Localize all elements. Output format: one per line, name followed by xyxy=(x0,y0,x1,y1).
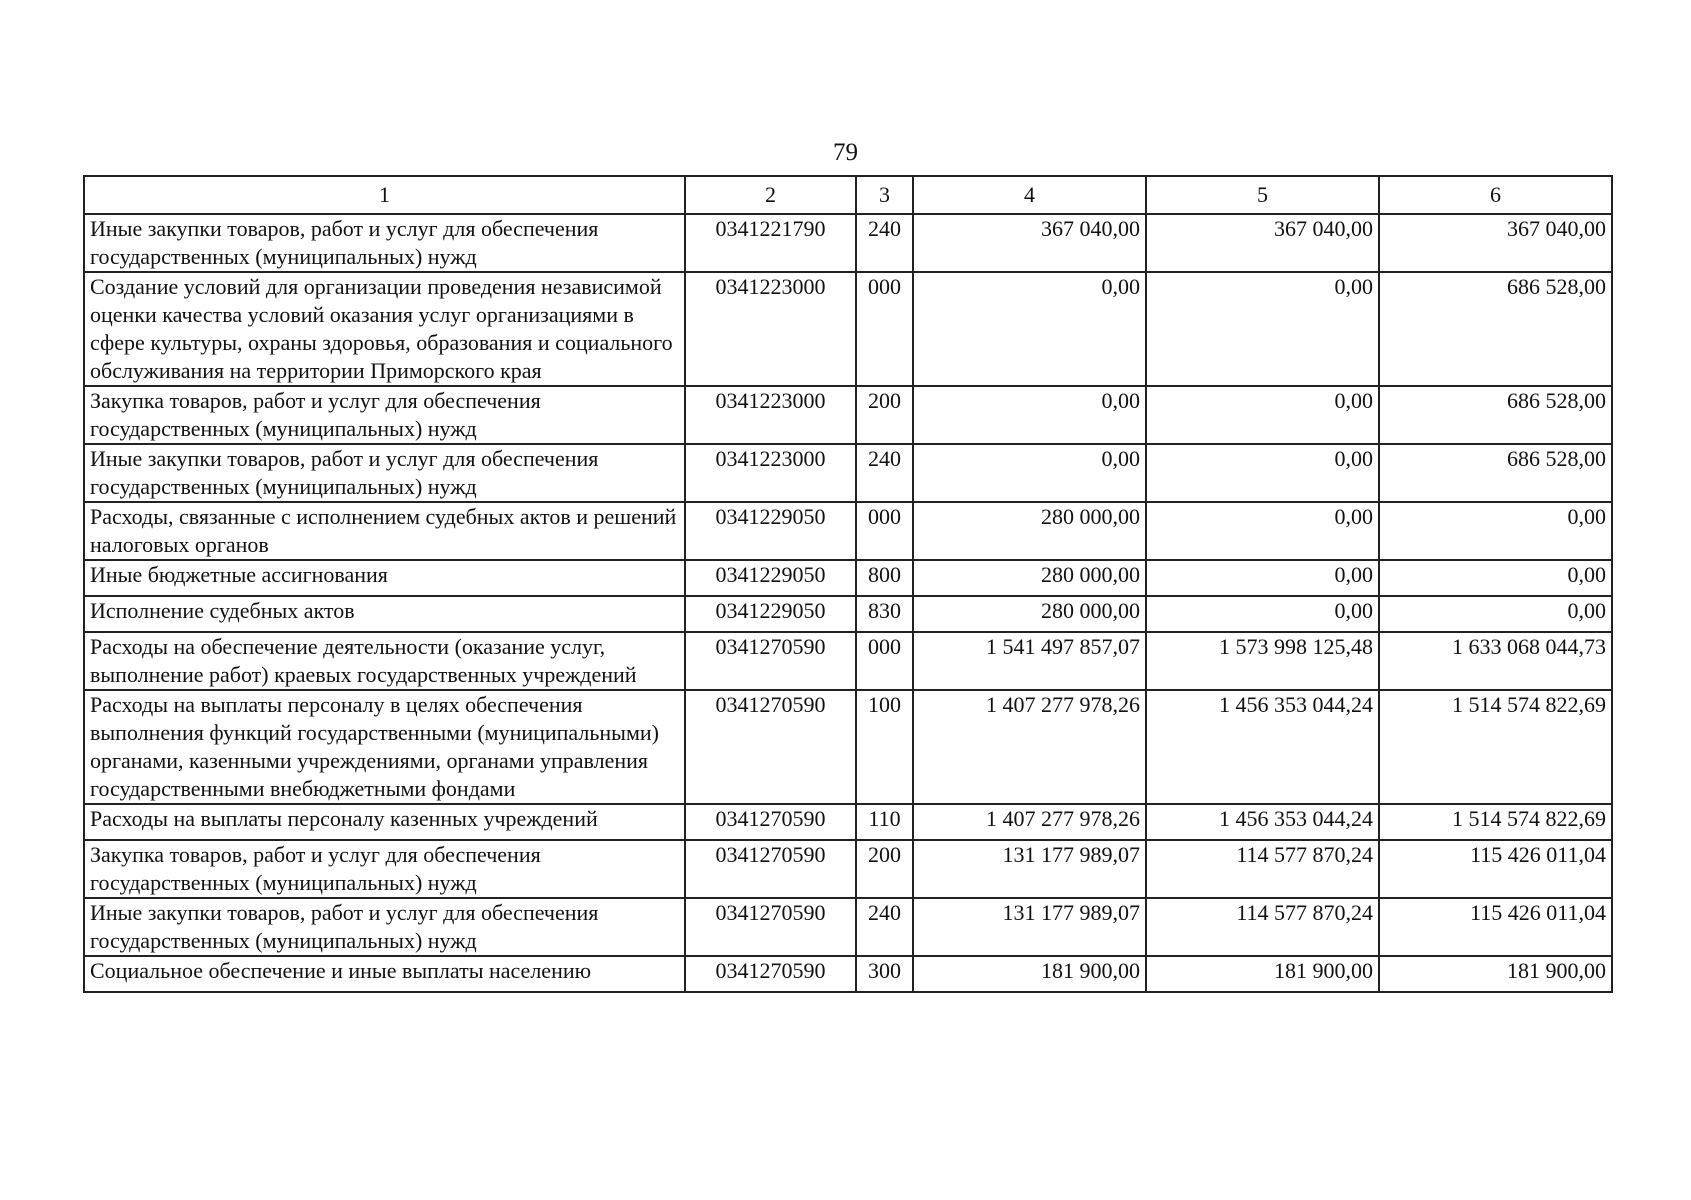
row-value-5-cell: 0,00 xyxy=(1146,386,1379,444)
row-value-6-cell: 686 528,00 xyxy=(1379,444,1612,502)
page-number: 79 xyxy=(833,139,858,166)
row-name-cell: Расходы, связанные с исполнением судебных актов и решений налоговых органов xyxy=(84,502,685,560)
row-name-cell: Социальное обеспечение и иные выплаты населению xyxy=(84,956,685,992)
row-value-5-cell: 0,00 xyxy=(1146,596,1379,632)
column-header-5: 5 xyxy=(1146,176,1379,214)
row-value-6-cell: 115 426 011,04 xyxy=(1379,840,1612,898)
row-name-cell: Иные закупки товаров, работ и услуг для обеспечения государственных (муниципальных) нужд xyxy=(84,444,685,502)
row-code-cell: 0341270590 xyxy=(685,898,856,956)
row-value-4-cell: 0,00 xyxy=(913,386,1146,444)
row-name-cell: Расходы на выплаты персоналу казенных учреждений xyxy=(84,804,685,840)
row-value-6-cell: 686 528,00 xyxy=(1379,272,1612,386)
row-value-5-cell: 114 577 870,24 xyxy=(1146,898,1379,956)
row-name-cell: Закупка товаров, работ и услуг для обеспечения государственных (муниципальных) нужд xyxy=(84,840,685,898)
row-value-6-cell: 1 514 574 822,69 xyxy=(1379,690,1612,804)
table-row xyxy=(84,596,1612,632)
row-code-cell: 0341229050 xyxy=(685,502,856,560)
column-header-1: 1 xyxy=(84,176,685,214)
row-code-cell: 0341223000 xyxy=(685,444,856,502)
row-value-6-cell: 686 528,00 xyxy=(1379,386,1612,444)
row-value-5-cell: 0,00 xyxy=(1146,272,1379,386)
table-row xyxy=(84,386,1612,444)
row-value-4-cell: 0,00 xyxy=(913,272,1146,386)
row-value-5-cell: 1 456 353 044,24 xyxy=(1146,690,1379,804)
row-value-5-cell: 0,00 xyxy=(1146,560,1379,596)
row-value-6-cell: 181 900,00 xyxy=(1379,956,1612,992)
row-type-cell: 300 xyxy=(856,956,913,992)
row-value-5-cell: 181 900,00 xyxy=(1146,956,1379,992)
row-value-6-cell: 367 040,00 xyxy=(1379,214,1612,272)
row-type-cell: 830 xyxy=(856,596,913,632)
row-value-4-cell: 280 000,00 xyxy=(913,560,1146,596)
column-header-6: 6 xyxy=(1379,176,1612,214)
row-value-4-cell: 131 177 989,07 xyxy=(913,898,1146,956)
row-value-4-cell: 280 000,00 xyxy=(913,502,1146,560)
row-type-cell: 240 xyxy=(856,898,913,956)
row-code-cell: 0341270590 xyxy=(685,632,856,690)
row-name-cell: Иные закупки товаров, работ и услуг для обеспечения государственных (муниципальных) нужд xyxy=(84,898,685,956)
row-code-cell: 0341229050 xyxy=(685,560,856,596)
row-type-cell: 240 xyxy=(856,214,913,272)
row-name-cell: Создание условий для организации проведения независимой оценки качества условий оказания услуг организациями в сфере культуры, охраны здоровья, образования и социального обслуживания на территории Приморского края xyxy=(84,272,685,386)
table-row xyxy=(84,214,1612,272)
row-code-cell: 0341223000 xyxy=(685,272,856,386)
table-row xyxy=(84,804,1612,840)
table-row xyxy=(84,560,1612,596)
row-value-4-cell: 367 040,00 xyxy=(913,214,1146,272)
table-header xyxy=(84,176,1612,214)
row-code-cell: 0341223000 xyxy=(685,386,856,444)
row-value-5-cell: 114 577 870,24 xyxy=(1146,840,1379,898)
row-type-cell: 000 xyxy=(856,272,913,386)
row-value-6-cell: 0,00 xyxy=(1379,502,1612,560)
row-name-cell: Расходы на выплаты персоналу в целях обеспечения выполнения функций государственными (муниципальными) органами, казенными учреждениями, органами управления государственными внебюджетными фондами xyxy=(84,690,685,804)
row-name-cell: Закупка товаров, работ и услуг для обеспечения государственных (муниципальных) нужд xyxy=(84,386,685,444)
header-row xyxy=(84,176,1612,214)
table-row xyxy=(84,956,1612,992)
row-type-cell: 800 xyxy=(856,560,913,596)
row-value-5-cell: 0,00 xyxy=(1146,502,1379,560)
table-row xyxy=(84,502,1612,560)
row-value-5-cell: 1 573 998 125,48 xyxy=(1146,632,1379,690)
table-row xyxy=(84,632,1612,690)
row-value-6-cell: 0,00 xyxy=(1379,560,1612,596)
row-value-4-cell: 181 900,00 xyxy=(913,956,1146,992)
table-body xyxy=(84,214,1612,992)
row-type-cell: 000 xyxy=(856,632,913,690)
row-type-cell: 110 xyxy=(856,804,913,840)
row-name-cell: Исполнение судебных актов xyxy=(84,596,685,632)
row-value-4-cell: 1 407 277 978,26 xyxy=(913,804,1146,840)
row-value-6-cell: 1 514 574 822,69 xyxy=(1379,804,1612,840)
table-row xyxy=(84,444,1612,502)
row-type-cell: 240 xyxy=(856,444,913,502)
budget-table xyxy=(83,175,1613,993)
row-name-cell: Расходы на обеспечение деятельности (оказание услуг, выполнение работ) краевых государственных учреждений xyxy=(84,632,685,690)
row-code-cell: 0341221790 xyxy=(685,214,856,272)
table-row xyxy=(84,840,1612,898)
row-code-cell: 0341270590 xyxy=(685,690,856,804)
table-row xyxy=(84,272,1612,386)
row-value-4-cell: 280 000,00 xyxy=(913,596,1146,632)
column-header-4: 4 xyxy=(913,176,1146,214)
row-type-cell: 100 xyxy=(856,690,913,804)
row-type-cell: 000 xyxy=(856,502,913,560)
row-value-5-cell: 0,00 xyxy=(1146,444,1379,502)
row-code-cell: 0341229050 xyxy=(685,596,856,632)
row-code-cell: 0341270590 xyxy=(685,840,856,898)
row-value-6-cell: 115 426 011,04 xyxy=(1379,898,1612,956)
column-header-3: 3 xyxy=(856,176,913,214)
row-code-cell: 0341270590 xyxy=(685,956,856,992)
row-value-6-cell: 1 633 068 044,73 xyxy=(1379,632,1612,690)
row-value-4-cell: 0,00 xyxy=(913,444,1146,502)
column-header-2: 2 xyxy=(685,176,856,214)
row-name-cell: Иные закупки товаров, работ и услуг для обеспечения государственных (муниципальных) нужд xyxy=(84,214,685,272)
row-name-cell: Иные бюджетные ассигнования xyxy=(84,560,685,596)
row-value-4-cell: 1 541 497 857,07 xyxy=(913,632,1146,690)
row-code-cell: 0341270590 xyxy=(685,804,856,840)
row-value-6-cell: 0,00 xyxy=(1379,596,1612,632)
row-value-5-cell: 367 040,00 xyxy=(1146,214,1379,272)
table-row xyxy=(84,898,1612,956)
row-value-5-cell: 1 456 353 044,24 xyxy=(1146,804,1379,840)
row-value-4-cell: 1 407 277 978,26 xyxy=(913,690,1146,804)
row-type-cell: 200 xyxy=(856,840,913,898)
row-value-4-cell: 131 177 989,07 xyxy=(913,840,1146,898)
row-type-cell: 200 xyxy=(856,386,913,444)
table-row xyxy=(84,690,1612,804)
